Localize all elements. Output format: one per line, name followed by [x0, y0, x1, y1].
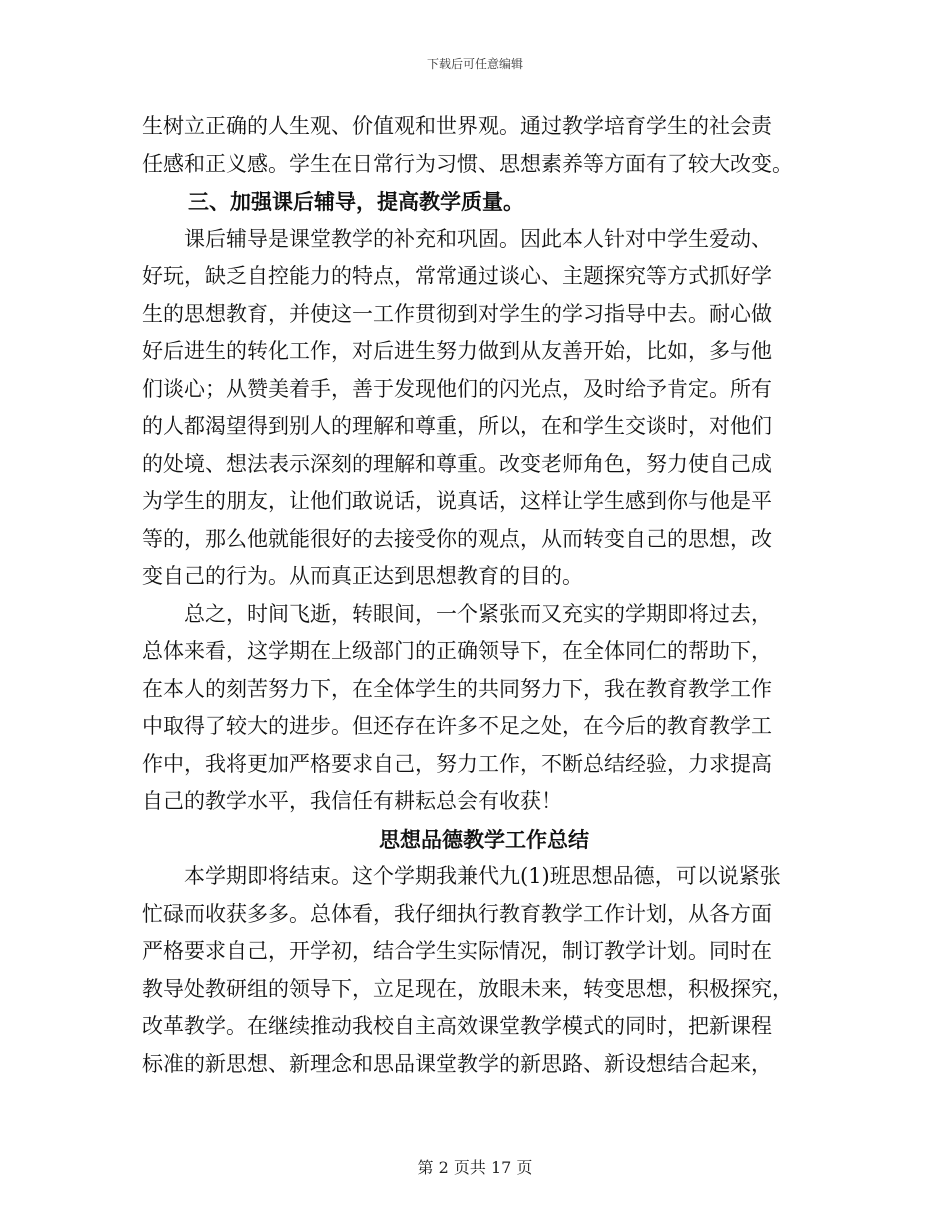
body-line: 好后进生的转化工作，对后进生努力做到从友善开始，比如，多与他 — [142, 339, 772, 363]
body-line: 标准的新思想、新理念和思品课堂教学的新思路、新设想结合起来， — [142, 1051, 772, 1076]
body-line: 总之，时间飞逝，转眼间，一个紧张而又充实的学期即将过去， — [142, 601, 772, 626]
body-line: 的人都渴望得到别人的理解和尊重，所以，在和学生交谈时，对他们 — [142, 414, 772, 438]
body-line: 课后辅导是课堂教学的补充和巩固。因此本人针对中学生爱动、 — [142, 226, 772, 251]
body-line: 中取得了较大的进步。但还存在许多不足之处，在今后的教育教学工 — [142, 714, 772, 738]
body-line: 严格要求自己，开学初，结合学生实际情况，制订教学计划。同时在 — [142, 939, 772, 963]
body-line: 们谈心；从赞美着手，善于发现他们的闪光点，及时给予肯定。所有 — [142, 376, 772, 401]
body-line: 总体来看，这学期在上级部门的正确领导下，在全体同仁的帮助下， — [142, 639, 772, 663]
page-footer: 第 2 页共 17 页 — [417, 1158, 533, 1177]
body-line: 忙碌而收获多多。总体看，我仔细执行教育教学工作计划，从各方面 — [142, 901, 772, 926]
page-header: 下载后可任意编辑 — [426, 57, 523, 71]
body-line: 作中，我将更加严格要求自己，努力工作，不断总结经验，力求提高 — [142, 751, 772, 776]
body-line: 生树立正确的人生观、价值观和世界观。通过教学培育学生的社会责 — [142, 114, 772, 138]
body-line: 自己的教学水平，我信任有耕耘总会有收获！ — [142, 789, 562, 813]
body-line: 生的思想教育，并使这一工作贯彻到对学生的学习指导中去。耐心做 — [142, 301, 772, 326]
body-line: 变自己的行为。从而真正达到思想教育的目的。 — [142, 564, 583, 588]
body-line: 的处境、想法表示深刻的理解和尊重。改变老师角色，努力使自己成 — [142, 451, 772, 476]
section-heading: 三、加强课后辅导，提高教学质量。 — [188, 189, 524, 214]
body-line: 为学生的朋友，让他们敢说话，说真话，这样让学生感到你与他是平 — [142, 489, 772, 513]
body-line: 改革教学。在继续推动我校自主高效课堂教学模式的同时，把新课程 — [142, 1014, 772, 1038]
document-body — [142, 108, 812, 1083]
body-line: 教导处教研组的领导下，立足现在，放眼未来，转变思想，积极探究， — [142, 976, 793, 1001]
body-line: 等的，那么他就能很好的去接受你的观点，从而转变自己的思想，改 — [142, 526, 772, 551]
section-title: 思想品德教学工作总结 — [379, 826, 589, 852]
body-line: 任感和正义感。学生在日常行为习惯、思想素养等方面有了较大改变。 — [142, 151, 793, 176]
body-line: 好玩，缺乏自控能力的特点，常常通过谈心、主题探究等方式抓好学 — [142, 264, 772, 288]
body-line: 本学期即将结束。这个学期我兼代九(1)班思想品德，可以说紧张 — [142, 864, 781, 888]
body-line: 在本人的刻苦努力下，在全体学生的共同努力下，我在教育教学工作 — [142, 676, 772, 701]
